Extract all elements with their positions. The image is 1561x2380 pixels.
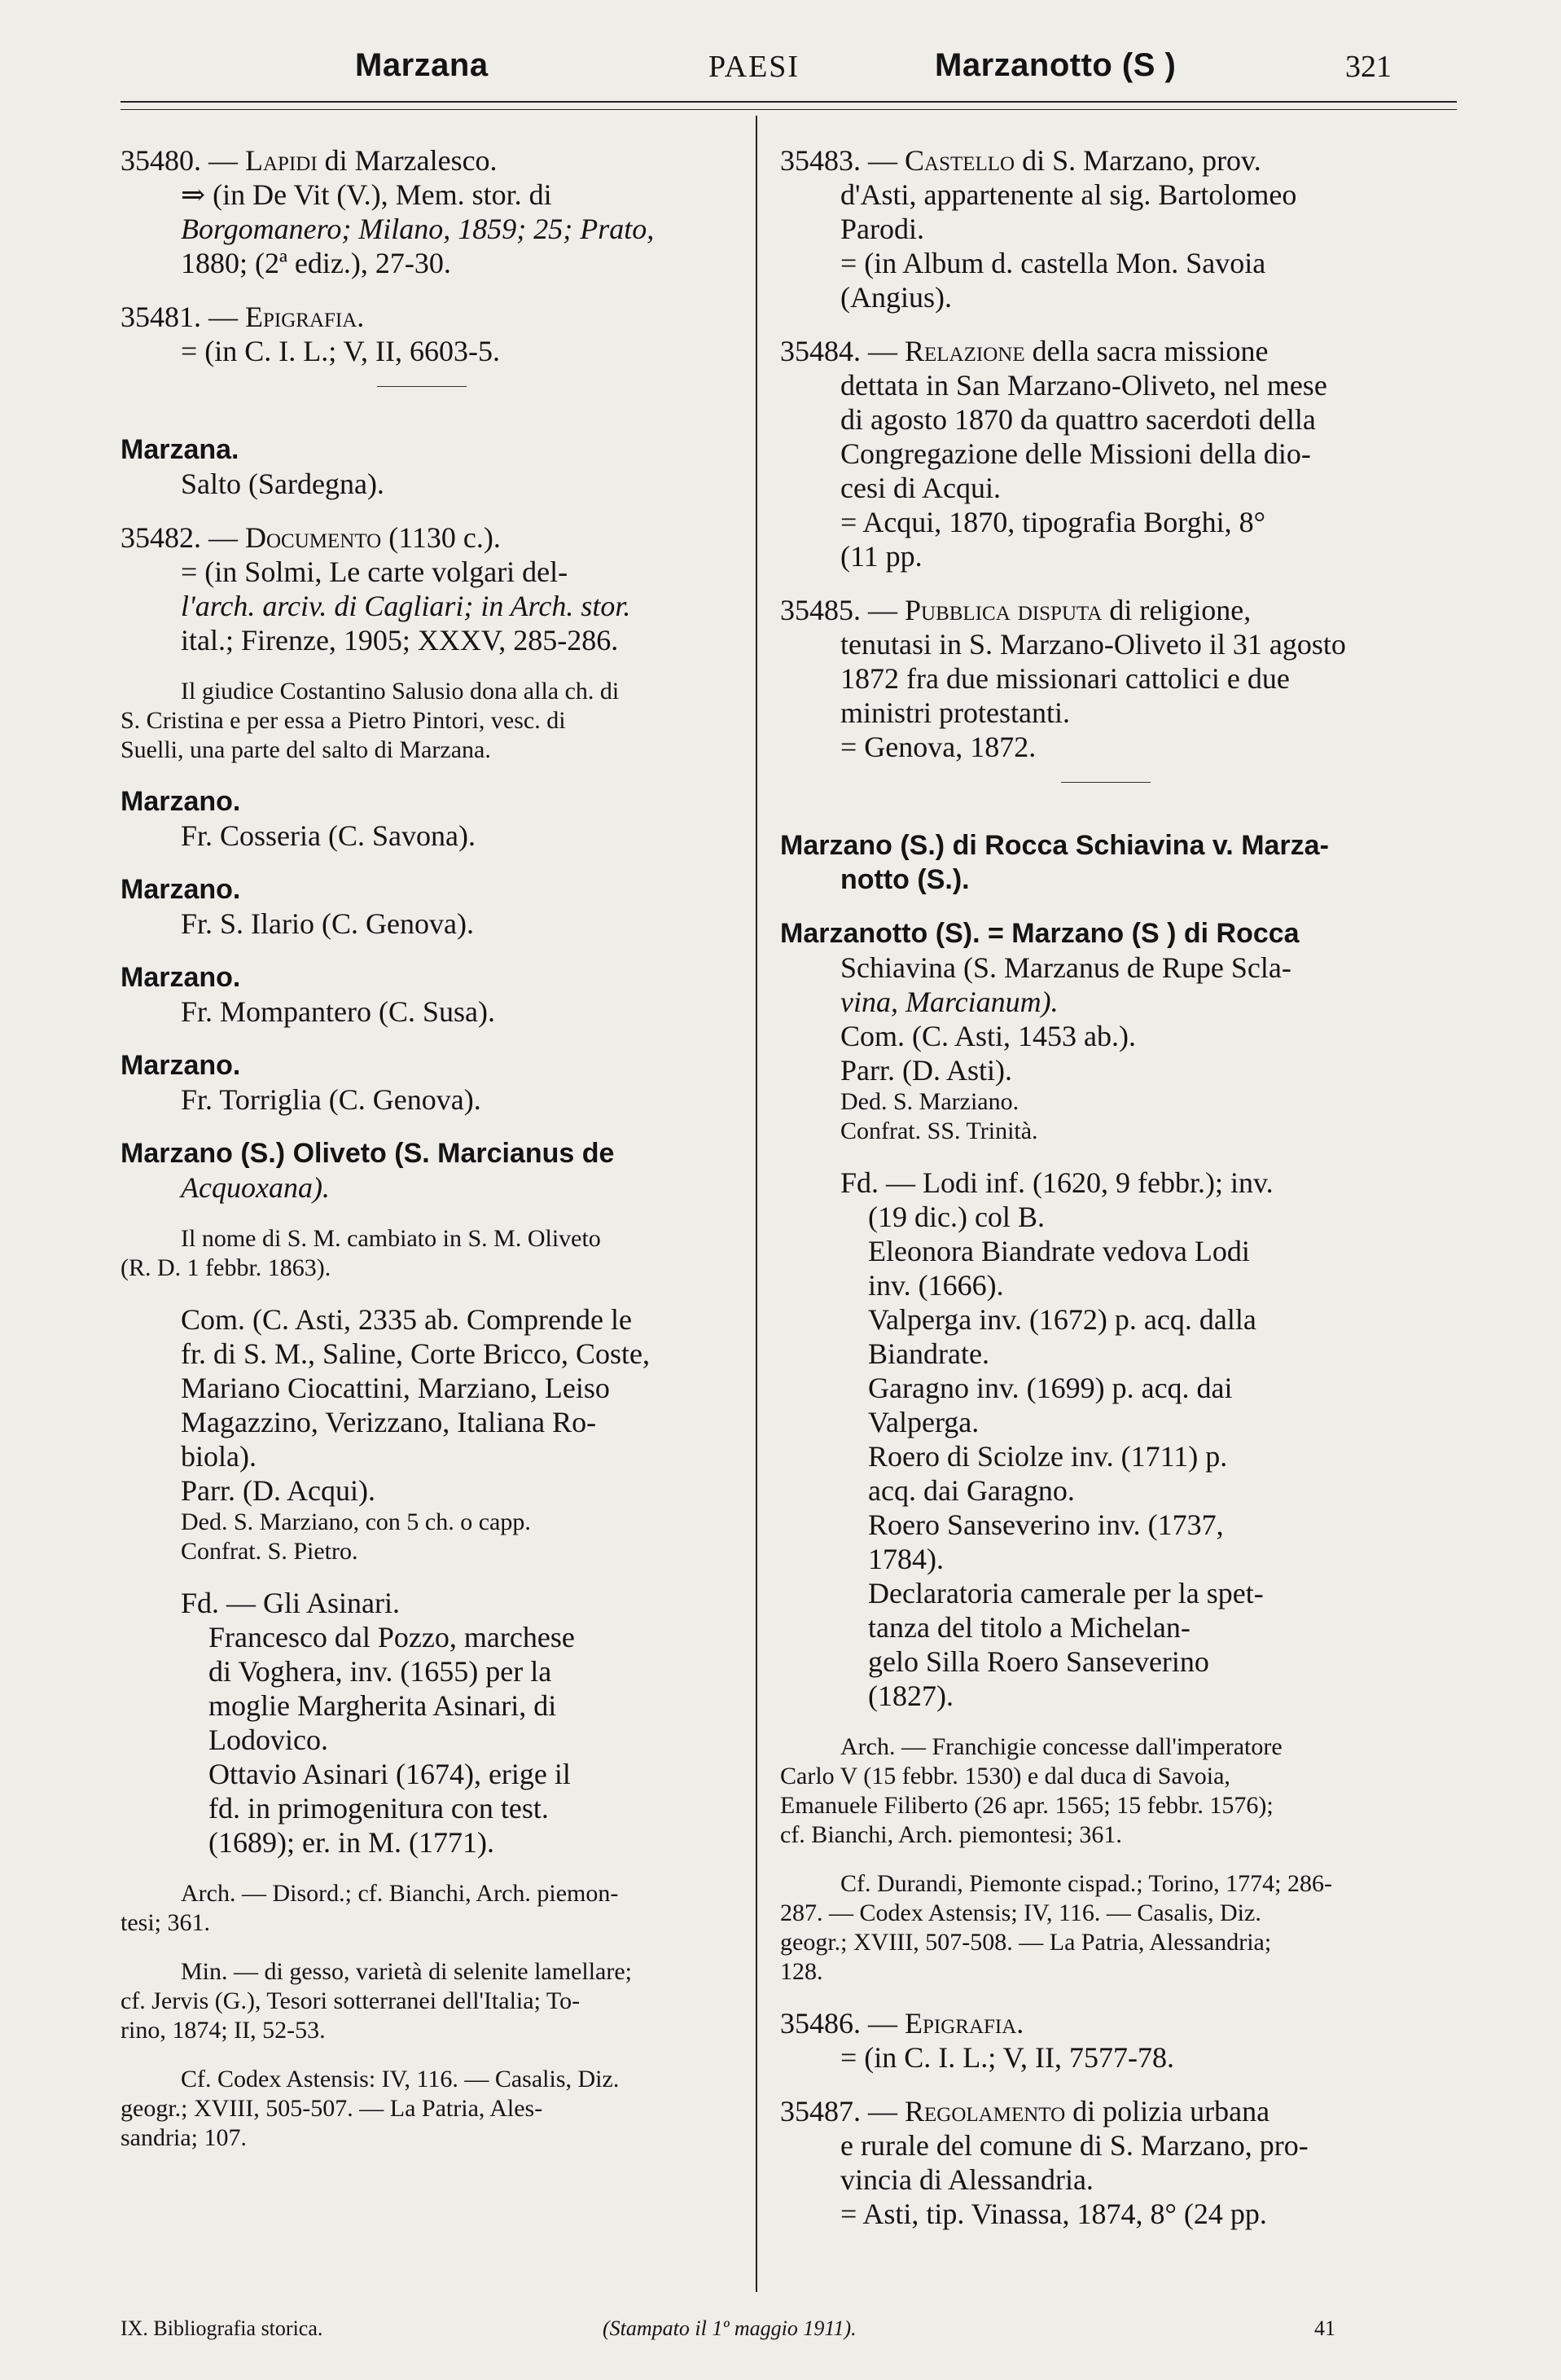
text-line: ital.; Firenze, 1905; XXXV, 285-286. xyxy=(181,624,619,656)
running-header xyxy=(0,47,1561,96)
text-line: Declaratoria camerale per la spet- xyxy=(868,1577,1264,1609)
text-line: tenutasi in S. Marzano-Oliveto il 31 agosto xyxy=(840,628,1346,661)
footer-print-date: (Stampato il 1º maggio 1911). xyxy=(603,2316,857,2340)
entry-keyword: Documento xyxy=(245,521,382,554)
text-line: Garagno inv. (1699) p. acq. dai xyxy=(868,1372,1233,1404)
entry-text: di religione, xyxy=(1102,594,1252,626)
entry-text: di polizia urbana xyxy=(1065,2095,1270,2128)
text-line: Valperga. xyxy=(868,1406,980,1438)
entry-number: 35484. xyxy=(780,335,861,367)
text-line: d'Asti, appartenente al sig. Bartolomeo xyxy=(840,178,1297,211)
text-line: Confrat. SS. Trinità. xyxy=(840,1118,1038,1144)
text-line: Mariano Ciocattini, Marziano, Leiso xyxy=(181,1372,610,1404)
text-line: Emanuele Filiberto (26 apr. 1565; 15 febbr. 1576); xyxy=(780,1792,1274,1819)
text-line: Il giudice Costantino Salusio dona alla ch. di xyxy=(181,678,620,705)
text-line: = (in Solmi, Le carte volgari del- xyxy=(181,555,568,588)
footer-series: IX. Bibliografia storica. xyxy=(121,2316,323,2340)
entry-number: 35483. xyxy=(780,144,861,177)
text-line: dettata in San Marzano-Oliveto, nel mese xyxy=(840,369,1327,402)
text-line: = (in Album d. castella Mon. Savoia xyxy=(840,247,1266,279)
text-line: (1689); er. in M. (1771). xyxy=(208,1826,494,1859)
text-line: cesi di Acqui. xyxy=(840,472,1001,504)
text-line: 1880; (2ª ediz.), 27-30. xyxy=(181,247,451,279)
place-heading: Marzano (S.) di Rocca Schiavina v. Marza- xyxy=(780,830,1329,861)
entry-number: 35482. xyxy=(121,521,201,554)
text-line: geogr.; XVIII, 505-507. — La Patria, Ales- xyxy=(121,2095,543,2122)
text-line: vina, Marcianum). xyxy=(840,986,1059,1018)
text-line: l'arch. arciv. di Cagliari; in Arch. stor. xyxy=(181,590,631,622)
text-line: (Angius). xyxy=(840,281,952,314)
bibliography-entry: 35487. — Regolamento di polizia urbana xyxy=(780,2095,1270,2128)
text-line: Suelli, una parte del salto di Marzana. xyxy=(121,736,491,763)
section-separator xyxy=(377,386,467,387)
text-line: di Voghera, inv. (1655) per la xyxy=(208,1655,552,1688)
bibliography-entry: 35486. — Epigrafia. xyxy=(780,2007,1024,2040)
place-heading: Marzano. xyxy=(121,1050,241,1081)
text-line: Fd. — Gli Asinari. xyxy=(181,1587,401,1619)
text-line: 1784). xyxy=(868,1543,944,1575)
bibliography-entry: 35483. — Castello di S. Marzano, prov. xyxy=(780,144,1261,177)
text-line: (11 pp. xyxy=(840,540,923,573)
text-line: Parodi. xyxy=(840,213,924,245)
bibliography-entry: 35482. — Documento (1130 c.). xyxy=(121,521,501,554)
right-column xyxy=(780,143,1432,2231)
left-column xyxy=(121,143,723,2153)
text-line: Fr. S. Ilario (C. Genova). xyxy=(181,907,474,940)
text-line: Magazzino, Verizzano, Italiana Ro- xyxy=(181,1406,597,1438)
text-line: Confrat. S. Pietro. xyxy=(181,1538,358,1565)
header-rule-thick xyxy=(121,101,1457,103)
text-line: Congregazione delle Missioni della dio- xyxy=(840,437,1311,470)
text-line: ⇒ (in De Vit (V.), Mem. stor. di xyxy=(181,178,552,211)
text-line: 1872 fra due missionari cattolici e due xyxy=(840,662,1290,695)
header-rule-thin xyxy=(121,109,1457,110)
text-line: = (in C. I. L.; V, II, 6603-5. xyxy=(181,335,500,367)
text-line: di agosto 1870 da quattro sacerdoti della xyxy=(840,403,1316,436)
text-line: = Asti, tip. Vinassa, 1874, 8° (24 pp. xyxy=(840,2198,1267,2230)
text-line: Arch. — Disord.; cf. Bianchi, Arch. piemon- xyxy=(181,1880,619,1907)
text-line: Arch. — Franchigie concesse dall'imperatore xyxy=(840,1733,1283,1760)
text-line: Com. (C. Asti, 2335 ab. Comprende le xyxy=(181,1303,632,1336)
entry-text: di S. Marzano, prov. xyxy=(1015,144,1261,177)
text-line: = Genova, 1872. xyxy=(840,731,1037,763)
text-line: Acquoxana). xyxy=(181,1171,330,1204)
text-line: 287. — Codex Astensis; IV, 116. — Casalis, Diz. xyxy=(780,1899,1261,1926)
text-line: notto (S.). xyxy=(840,864,970,895)
entry-number: 35485. xyxy=(780,594,861,626)
entry-text: della sacra missione xyxy=(1024,335,1269,367)
text-line: S. Cristina e per essa a Pietro Pintori, vesc. di xyxy=(121,707,566,734)
place-heading: Marzanotto (S). = Marzano (S ) di Rocca xyxy=(780,918,1300,949)
bibliography-entry: 35485. — Pubblica disputa di religione, xyxy=(780,594,1252,626)
text-line: biola). xyxy=(181,1440,257,1473)
place-heading: Marzano. xyxy=(121,874,241,905)
text-line: Schiavina (S. Marzanus de Rupe Scla- xyxy=(840,951,1291,984)
entry-number: 35486. xyxy=(780,2007,861,2040)
header-left-keyword: Marzana xyxy=(355,47,489,83)
text-line: gelo Silla Roero Sanseverino xyxy=(868,1645,1209,1678)
entry-number: 35480. xyxy=(121,144,201,177)
entry-text: di Marzalesco. xyxy=(317,144,498,177)
text-line: Cf. Durandi, Piemonte cispad.; Torino, 1774; 286- xyxy=(840,1870,1332,1897)
entry-keyword: Regolamento xyxy=(905,2095,1066,2128)
bibliography-entry: 35484. — Relazione della sacra missione xyxy=(780,335,1269,367)
footer-signature: 41 xyxy=(1314,2316,1335,2340)
bibliography-entry: 35480. — Lapidi di Marzalesco. xyxy=(121,144,498,177)
text-line: Ded. S. Marziano. xyxy=(840,1088,1019,1115)
entry-keyword: Epigrafia xyxy=(905,2007,1017,2040)
text-line: Cf. Codex Astensis: IV, 116. — Casalis, Diz. xyxy=(181,2066,620,2092)
text-line: Min. — di gesso, varietà di selenite lamellare; xyxy=(181,1958,633,1985)
text-line: = (in C. I. L.; V, II, 7577-78. xyxy=(840,2041,1174,2074)
text-line: inv. (1666). xyxy=(868,1269,1004,1302)
entry-text: . xyxy=(357,301,365,333)
text-line: = Acqui, 1870, tipografia Borghi, 8° xyxy=(840,506,1265,538)
text-line: Fr. Mompantero (C. Susa). xyxy=(181,995,495,1028)
text-line: 128. xyxy=(780,1958,823,1985)
text-line: Ded. S. Marziano, con 5 ch. o capp. xyxy=(181,1508,531,1535)
text-line: rino, 1874; II, 52-53. xyxy=(121,2017,326,2044)
entry-text: . xyxy=(1016,2007,1024,2040)
entry-keyword: Epigrafia xyxy=(245,301,357,333)
entry-text: (1130 c.). xyxy=(381,521,501,554)
bibliography-entry: 35481. — Epigrafia. xyxy=(121,301,365,333)
text-line: Parr. (D. Asti). xyxy=(840,1054,1012,1087)
header-section-title: PAESI xyxy=(708,50,800,84)
text-line: Fd. — Lodi inf. (1620, 9 febbr.); inv. xyxy=(840,1166,1274,1199)
page-footer xyxy=(0,2316,1561,2349)
text-line: Biandrate. xyxy=(868,1337,989,1370)
text-line: fd. in primogenitura con test. xyxy=(208,1792,549,1825)
text-line: Fr. Cosseria (C. Savona). xyxy=(181,819,476,852)
text-line: (1827). xyxy=(868,1680,954,1712)
text-line: Parr. (D. Acqui). xyxy=(181,1474,375,1507)
text-line: Francesco dal Pozzo, marchese xyxy=(208,1621,575,1653)
text-line: (R. D. 1 febbr. 1863). xyxy=(121,1254,331,1281)
text-line: cf. Jervis (G.), Tesori sotterranei dell'Italia; To- xyxy=(121,1987,581,2014)
text-line: fr. di S. M., Saline, Corte Bricco, Coste, xyxy=(181,1337,650,1370)
text-line: Valperga inv. (1672) p. acq. dalla xyxy=(868,1303,1256,1336)
entry-keyword: Pubblica disputa xyxy=(905,594,1103,626)
text-line: tanza del titolo a Michelan- xyxy=(868,1611,1190,1644)
entry-number: 35487. xyxy=(780,2095,861,2128)
place-heading: Marzano. xyxy=(121,962,241,993)
place-heading: Marzano (S.) Oliveto (S. Marcianus de xyxy=(121,1138,615,1169)
header-right-keyword: Marzanotto (S ) xyxy=(935,47,1177,83)
text-line: Il nome di S. M. cambiato in S. M. Oliveto xyxy=(181,1225,601,1252)
entry-keyword: Castello xyxy=(905,144,1015,177)
text-line: tesi; 361. xyxy=(121,1909,210,1936)
text-line: (19 dic.) col B. xyxy=(868,1201,1045,1233)
entry-number: 35481. xyxy=(121,301,201,333)
text-line: cf. Bianchi, Arch. piemontesi; 361. xyxy=(780,1821,1122,1848)
text-line: sandria; 107. xyxy=(121,2124,247,2151)
place-heading: Marzano. xyxy=(121,786,241,817)
text-line: Roero Sanseverino inv. (1737, xyxy=(868,1508,1224,1541)
text-line: Ottavio Asinari (1674), erige il xyxy=(208,1758,571,1790)
text-line: e rurale del comune di S. Marzano, pro- xyxy=(840,2129,1309,2162)
place-heading: Marzana. xyxy=(121,434,239,465)
text-line: Roero di Sciolze inv. (1711) p. xyxy=(868,1440,1228,1473)
section-separator xyxy=(1061,782,1151,783)
entry-keyword: Lapidi xyxy=(245,144,318,177)
text-line: Carlo V (15 febbr. 1530) e dal duca di Savoia, xyxy=(780,1763,1230,1789)
text-line: Salto (Sardegna). xyxy=(181,468,384,500)
text-line: acq. dai Garagno. xyxy=(868,1474,1075,1507)
text-line: Eleonora Biandrate vedova Lodi xyxy=(868,1235,1250,1267)
text-line: vincia di Alessandria. xyxy=(840,2163,1094,2196)
column-divider xyxy=(756,116,757,2292)
text-line: ministri protestanti. xyxy=(840,696,1070,729)
text-line: Fr. Torriglia (C. Genova). xyxy=(181,1083,481,1116)
page-number: 321 xyxy=(1345,50,1392,84)
text-line: Borgomanero; Milano, 1859; 25; Prato, xyxy=(181,213,655,245)
entry-keyword: Relazione xyxy=(905,335,1025,367)
text-line: Lodovico. xyxy=(208,1724,328,1756)
text-line: moglie Margherita Asinari, di xyxy=(208,1689,557,1722)
text-line: Com. (C. Asti, 1453 ab.). xyxy=(840,1020,1137,1052)
text-line: geogr.; XVIII, 507-508. — La Patria, Alessandria; xyxy=(780,1929,1272,1956)
